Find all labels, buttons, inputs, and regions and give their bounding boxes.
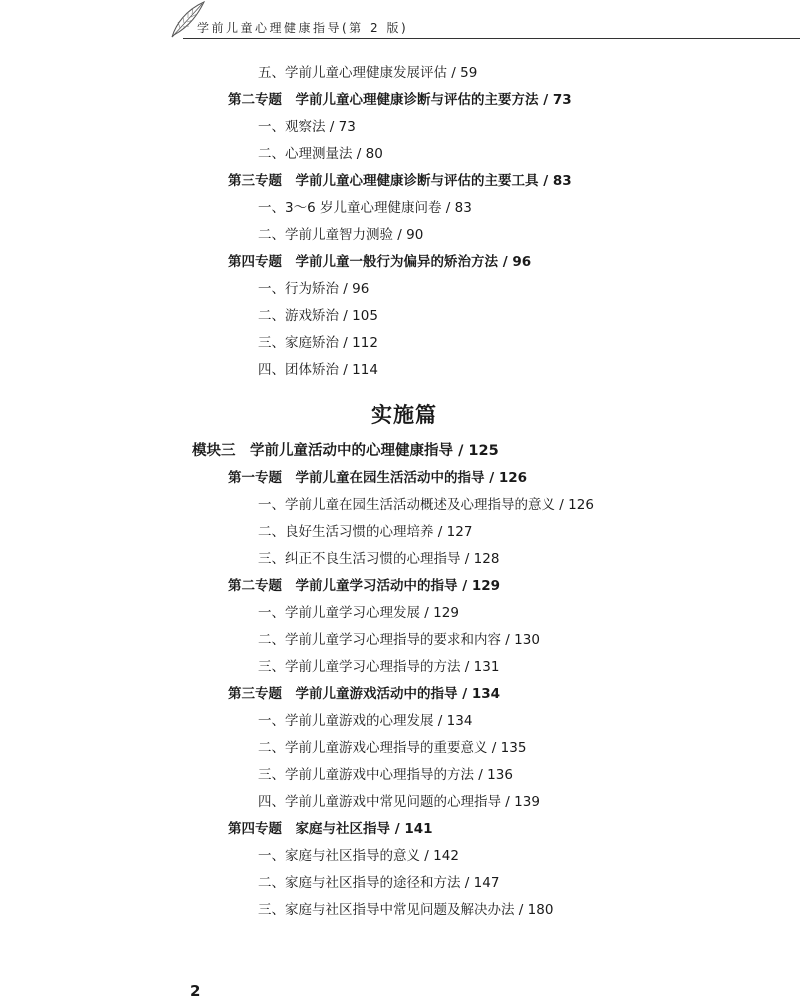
toc-entry-page: / 96: [502, 254, 532, 270]
toc-entry-page: / 147: [464, 875, 500, 891]
toc-entry-page: / 139: [505, 794, 540, 810]
toc-entry-page: / 90: [397, 227, 424, 243]
toc-entry-level-3: [258, 278, 369, 300]
header-title: 学前儿童心理健康指导(第 2 版): [197, 21, 409, 35]
toc-entry-page: / 130: [505, 632, 540, 648]
toc-entry-level-2: [228, 818, 433, 840]
toc-entry-title: 二、家庭与社区指导的途径和方法: [258, 875, 461, 891]
toc-entry-level-3: [258, 764, 513, 786]
toc-entry-level-2: [228, 467, 527, 489]
toc-entry-title: 五、学前儿童心理健康发展评估: [258, 65, 447, 81]
toc-entry-title: 二、学前儿童学习心理指导的要求和内容: [258, 632, 501, 648]
toc-entry-page: / 129: [462, 578, 501, 594]
toc-entry-page: / 125: [458, 443, 499, 459]
toc-entry-level-3: [258, 359, 378, 381]
toc-entry-title: 三、纠正不良生活习惯的心理指导: [258, 551, 461, 567]
toc-entry-title: 第四专题 学前儿童一般行为偏异的矫治方法: [228, 254, 498, 270]
toc-entry-level-3: [258, 899, 553, 921]
toc-entry-level-3: [258, 872, 499, 894]
toc-entry-page: / 135: [491, 740, 527, 756]
toc-entry-title: 二、良好生活习惯的心理培养: [258, 524, 434, 540]
toc-entry-page: / 73: [329, 119, 356, 135]
toc-entry-title: 三、学前儿童游戏中心理指导的方法: [258, 767, 474, 783]
toc-entry-level-3: [258, 521, 472, 543]
toc-entry-page: / 134: [462, 686, 501, 702]
toc-entry-page: / 112: [343, 335, 378, 351]
toc-entry-level-3: [258, 791, 540, 813]
toc-entry-level-3: [258, 845, 459, 867]
toc-entry-title: 二、心理测量法: [258, 146, 353, 162]
toc-entry-page: / 96: [343, 281, 370, 297]
toc-entry-title: 一、家庭与社区指导的意义: [258, 848, 420, 864]
toc-entry-page: / 141: [394, 821, 433, 837]
toc-entry-page: / 59: [451, 65, 478, 81]
toc-entry-title: 模块三 学前儿童活动中的心理健康指导: [192, 443, 453, 459]
toc-entry-page: / 83: [445, 200, 472, 216]
toc-entry-page: / 126: [559, 497, 594, 513]
toc-entry-title: 二、游戏矫治: [258, 308, 339, 324]
toc-entry-page: / 134: [437, 713, 473, 729]
toc-entry-title: 二、学前儿童游戏心理指导的重要意义: [258, 740, 488, 756]
toc-entry-page: / 105: [343, 308, 378, 324]
toc-entry-level-3: [258, 62, 477, 84]
toc-entry-title: 第三专题 学前儿童游戏活动中的指导: [228, 686, 458, 702]
toc-entry-level-3: [258, 197, 472, 219]
toc-entry-title: 一、学前儿童在园生活活动概述及心理指导的意义: [258, 497, 555, 513]
toc-entry-title: 三、家庭矫治: [258, 335, 339, 351]
toc-entry-level-3: [258, 305, 378, 327]
toc-entry-level-2: [228, 251, 531, 273]
toc-entry-level-2: [228, 683, 500, 705]
toc-entry-level-2: [228, 89, 572, 111]
toc-entry-level-3: [258, 116, 356, 138]
toc-entry-title: 三、家庭与社区指导中常见问题及解决办法: [258, 902, 515, 918]
toc-entry-title: 四、团体矫治: [258, 362, 339, 378]
toc-entry-page: / 83: [543, 173, 572, 189]
toc-entry-title: 第一专题 学前儿童在园生活活动中的指导: [228, 470, 485, 486]
toc-entry-level-3: [258, 332, 378, 354]
toc-entry-title: 一、学前儿童游戏的心理发展: [258, 713, 434, 729]
toc-entry-title: 三、学前儿童学习心理指导的方法: [258, 659, 461, 675]
toc-entry-level-2: [228, 170, 572, 192]
toc-entry-level-3: [258, 494, 594, 516]
toc-entry-level-3: [258, 602, 459, 624]
toc-entry-level-3: [258, 224, 423, 246]
toc-entry-title: 一、学前儿童学习心理发展: [258, 605, 420, 621]
toc-entry-title: 一、观察法: [258, 119, 326, 135]
toc-entry-page: / 131: [464, 659, 500, 675]
toc-entry-page: / 142: [424, 848, 459, 864]
toc-entry-page: / 129: [424, 605, 459, 621]
toc-entry-title: 第三专题 学前儿童心理健康诊断与评估的主要工具: [228, 173, 539, 189]
toc-entry-level-3: [258, 737, 526, 759]
toc-entry-title: 一、3～6 岁儿童心理健康问卷: [258, 200, 442, 216]
toc-entry-level-3: [258, 548, 499, 570]
toc-entry-level-3: [258, 629, 540, 651]
toc-entry-page: / 127: [437, 524, 473, 540]
toc-entry-page: / 128: [464, 551, 500, 567]
toc-entry-page: / 180: [518, 902, 554, 918]
toc-entry-title: 第二专题 学前儿童心理健康诊断与评估的主要方法: [228, 92, 539, 108]
toc-entry-level-1: [192, 440, 499, 462]
toc-entry-page: / 73: [543, 92, 572, 108]
toc-entry-level-3: [258, 656, 499, 678]
toc-entry-page: / 114: [343, 362, 378, 378]
page-number: 2: [190, 982, 201, 1000]
toc-entry-title: 四、学前儿童游戏中常见问题的心理指导: [258, 794, 501, 810]
toc-entry-title: 二、学前儿童智力测验: [258, 227, 393, 243]
toc-entry-page: / 136: [478, 767, 513, 783]
toc-entry-page: / 126: [489, 470, 528, 486]
toc-entry-level-3: [258, 143, 383, 165]
toc-entry-page: / 80: [356, 146, 383, 162]
toc-entry-level-3: [258, 710, 472, 732]
toc-entry-title: 第二专题 学前儿童学习活动中的指导: [228, 578, 458, 594]
toc-entry-title: 第四专题 家庭与社区指导: [228, 821, 390, 837]
toc-entry-title: 一、行为矫治: [258, 281, 339, 297]
section-title: 实施篇: [371, 402, 437, 427]
toc-entry-level-2: [228, 575, 500, 597]
